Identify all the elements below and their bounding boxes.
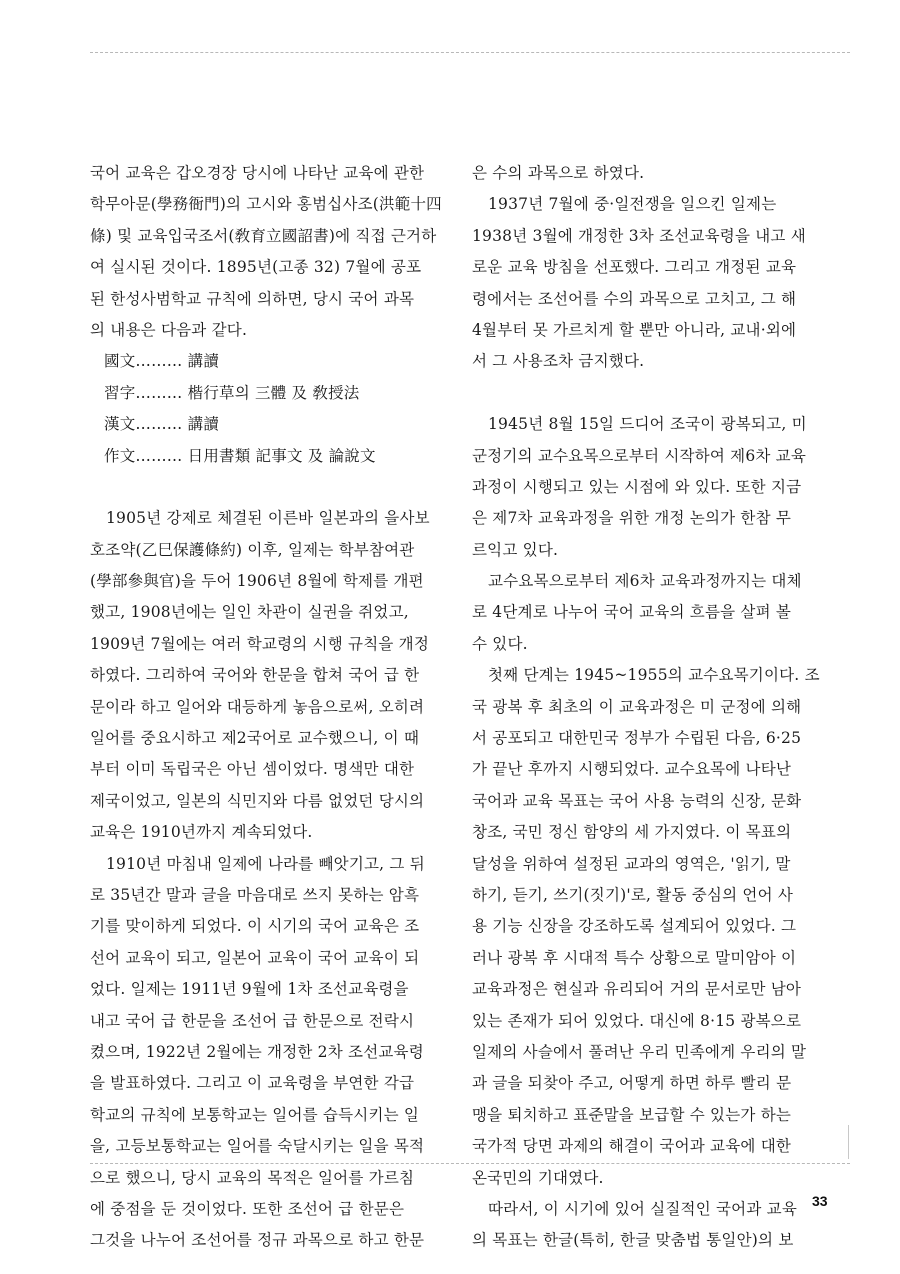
bottom-dashed-rule bbox=[90, 1163, 850, 1164]
top-dashed-rule bbox=[90, 52, 850, 53]
text-line: 國文……… 講讀 bbox=[104, 352, 220, 371]
text-line: 로 35년간 말과 글을 마음대로 쓰지 못하는 암흑 bbox=[90, 885, 420, 904]
text-line: 1905년 강제로 체결된 이른바 일본과의 을사보 bbox=[106, 509, 430, 528]
text-line: 국어과 교육 목표는 국어 사용 능력의 신장, 문화 bbox=[472, 791, 802, 810]
text-line: 1910년 마침내 일제에 나라를 빼앗기고, 그 뒤 bbox=[106, 854, 425, 873]
text-line: 했고, 1908년에는 일인 차관이 실권을 쥐었고, bbox=[90, 603, 409, 622]
text-line: 맹을 퇴치하고 표준말을 보급할 수 있는가 하는 bbox=[472, 1105, 792, 1124]
text-line: 군정기의 교수요목으로부터 시작하여 제6차 교육 bbox=[472, 446, 807, 465]
text-line: 은 제7차 교육과정을 위한 개정 논의가 한참 무 bbox=[472, 509, 792, 528]
text-line: 習字……… 楷行草의 三體 及 敎授法 bbox=[104, 383, 360, 402]
text-line: 달성을 위하여 설정된 교과의 영역은, '읽기, 말 bbox=[472, 854, 791, 873]
text-line: 국가적 당면 과제의 해결이 국어과 교육에 대한 bbox=[472, 1137, 792, 1156]
text-line: 로 4단계로 나누어 국어 교육의 흐름을 살펴 볼 bbox=[472, 603, 792, 622]
text-line: 일제의 사슬에서 풀려난 우리 민족에게 우리의 말 bbox=[472, 1042, 807, 1061]
text-line: 은 수의 과목으로 하였다. bbox=[472, 164, 645, 182]
text-line: 그것을 나누어 조선어를 정규 과목으로 하고 한문 bbox=[90, 1231, 425, 1250]
text-line: 의 목표는 한글(특히, 한글 맞춤법 통일안)의 보 bbox=[472, 1231, 794, 1250]
left-text-column bbox=[90, 158, 440, 1257]
text-line: 의 내용은 다음과 같다. bbox=[90, 320, 248, 339]
margin-mark bbox=[848, 1125, 849, 1159]
text-line: 4월부터 못 가르치게 할 뿐만 아니라, 교내·외에 bbox=[472, 320, 797, 339]
text-line: 과정이 시행되고 있는 시점에 와 있다. 또한 지금 bbox=[472, 477, 802, 496]
text-line: 선어 교육이 되고, 일본어 교육이 국어 교육이 되 bbox=[90, 948, 420, 967]
text-line: 용 기능 신장을 강조하도록 설계되어 있었다. 그 bbox=[472, 917, 797, 936]
text-line: 호조약(乙巳保護條約) 이후, 일제는 학부참여관 bbox=[90, 540, 415, 559]
right-text-column bbox=[472, 158, 822, 1257]
text-line: 여 실시된 것이다. 1895년(고종 32) 7월에 공포 bbox=[90, 258, 422, 277]
text-line: 條) 및 교육입국조서(敎育立國詔書)에 직접 근거하 bbox=[90, 226, 437, 245]
text-line: 1937년 7월에 중·일전쟁을 일으킨 일제는 bbox=[488, 195, 777, 214]
text-line: 문이라 하고 일어와 대등하게 놓음으로써, 오히려 bbox=[90, 697, 425, 716]
text-line: 학교의 규칙에 보통학교는 일어를 습득시키는 일 bbox=[90, 1105, 420, 1124]
text-line: 교육과정은 현실과 유리되어 거의 문서로만 남아 bbox=[472, 980, 802, 999]
text-line: 첫째 단계는 1945~1955의 교수요목기이다. 조 bbox=[488, 666, 820, 685]
text-line: 하기, 듣기, 쓰기(짓기)'로, 활동 중심의 언어 사 bbox=[472, 885, 794, 904]
text-line: 국 광복 후 최초의 이 교육과정은 미 군정에 의해 bbox=[472, 697, 802, 716]
paragraph-gap bbox=[90, 472, 440, 503]
text-line: 作文……… 日用書類 記事文 及 論說文 bbox=[104, 446, 376, 465]
paragraph-gap bbox=[472, 378, 822, 409]
text-line: 에 중점을 둔 것이었다. 또한 조선어 급 한문은 bbox=[90, 1199, 405, 1218]
text-line: 기를 맞이하게 되었다. 이 시기의 국어 교육은 조 bbox=[90, 917, 420, 936]
text-line: 었다. 일제는 1911년 9월에 1차 조선교육령을 bbox=[90, 980, 409, 999]
text-line: 1938년 3월에 개정한 3차 조선교육령을 내고 새 bbox=[472, 226, 806, 245]
text-line: 르익고 있다. bbox=[472, 540, 559, 559]
text-line: 창조, 국민 정신 함양의 세 가지였다. 이 목표의 bbox=[472, 823, 792, 842]
text-line: 으로 했으니, 당시 교육의 목적은 일어를 가르침 bbox=[90, 1168, 415, 1187]
text-line: 가 끝난 후까지 시행되었다. 교수요목에 나타난 bbox=[472, 760, 792, 779]
text-line: 수 있다. bbox=[472, 634, 528, 653]
text-line: 교육은 1910년까지 계속되었다. bbox=[90, 823, 313, 842]
text-line: 부터 이미 독립국은 아닌 셈이었다. 명색만 대한 bbox=[90, 760, 415, 779]
text-line: 따라서, 이 시기에 있어 실질적인 국어과 교육 bbox=[488, 1199, 798, 1218]
text-line: 내고 국어 급 한문을 조선어 급 한문으로 전락시 bbox=[90, 1011, 415, 1030]
text-line: 국어 교육은 갑오경장 당시에 나타난 교육에 관한 bbox=[90, 164, 425, 182]
text-line: 서 공포되고 대한민국 정부가 수립된 다음, 6·25 bbox=[472, 729, 802, 748]
text-line: 서 그 사용조차 금지했다. bbox=[472, 352, 645, 371]
text-line: 일어를 중요시하고 제2국어로 교수했으니, 이 때 bbox=[90, 729, 420, 748]
text-line: 1945년 8월 15일 드디어 조국이 광복되고, 미 bbox=[488, 415, 807, 434]
text-line: 로운 교육 방침을 선포했다. 그리고 개정된 교육 bbox=[472, 258, 797, 277]
page-number: 33 bbox=[812, 1193, 828, 1209]
text-line: 교수요목으로부터 제6차 교육과정까지는 대체 bbox=[488, 572, 802, 591]
text-line: 온국민의 기대였다. bbox=[472, 1168, 604, 1187]
text-line: 학무아문(學務衙門)의 고시와 홍범십사조(洪範十四 bbox=[90, 195, 442, 214]
text-line: 과 글을 되찾아 주고, 어떻게 하면 하루 빨리 문 bbox=[472, 1074, 792, 1093]
text-line: 漢文……… 講讀 bbox=[104, 415, 220, 434]
text-line: (學部參與官)을 두어 1906년 8월에 학제를 개편 bbox=[90, 572, 424, 591]
text-line: 을, 고등보통학교는 일어를 숙달시키는 일을 목적 bbox=[90, 1137, 425, 1156]
text-line: 하였다. 그리하여 국어와 한문을 합쳐 국어 급 한 bbox=[90, 666, 420, 685]
text-line: 된 한성사범학교 규칙에 의하면, 당시 국어 과목 bbox=[90, 289, 415, 308]
text-line: 켰으며, 1922년 2월에는 개정한 2차 조선교육령 bbox=[90, 1042, 424, 1061]
text-line: 있는 존재가 되어 있었다. 대신에 8·15 광복으로 bbox=[472, 1011, 802, 1030]
text-line: 령에서는 조선어를 수의 과목으로 고치고, 그 해 bbox=[472, 289, 797, 308]
text-line: 제국이었고, 일본의 식민지와 다름 없었던 당시의 bbox=[90, 791, 425, 810]
text-line: 러나 광복 후 시대적 특수 상황으로 말미암아 이 bbox=[472, 948, 797, 967]
text-line: 1909년 7월에는 여러 학교령의 시행 규칙을 개정 bbox=[90, 634, 430, 653]
text-line: 을 발표하였다. 그리고 이 교육령을 부연한 각급 bbox=[90, 1074, 415, 1093]
